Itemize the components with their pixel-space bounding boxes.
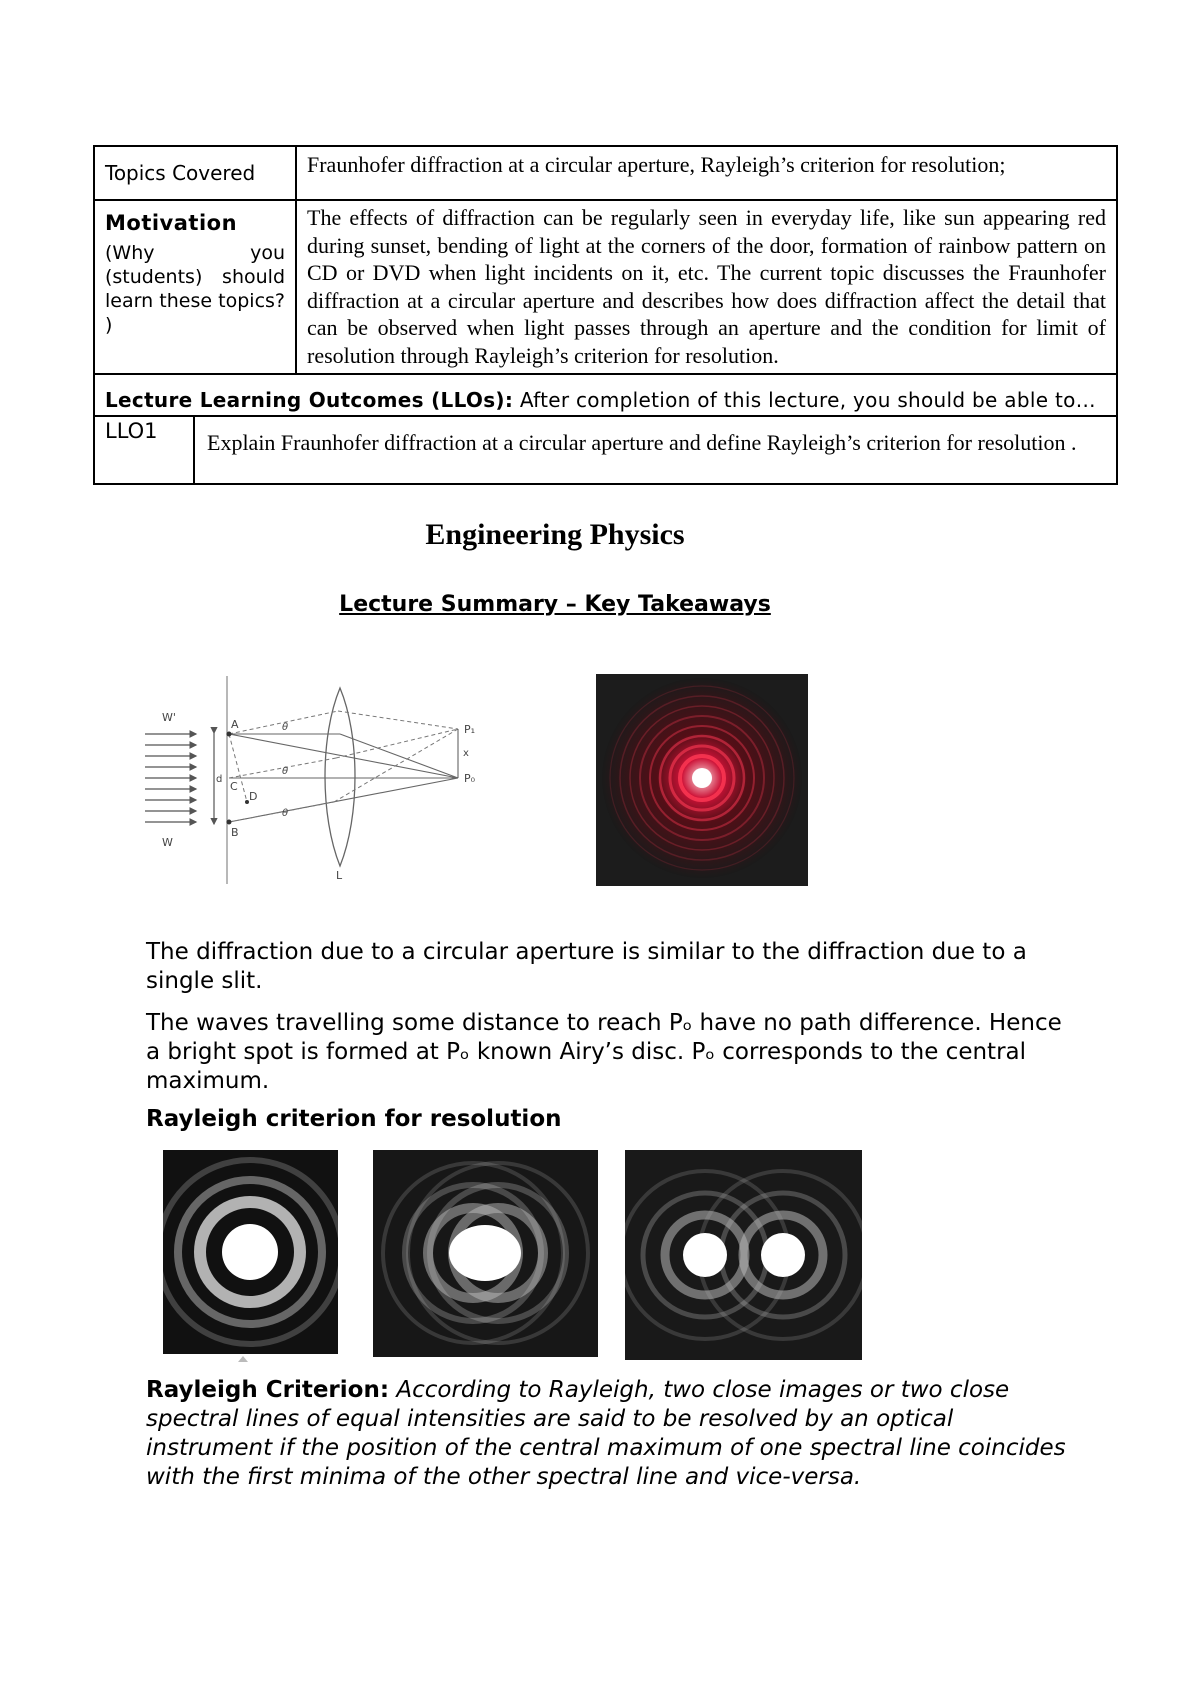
label-p0: P₀ [464,772,476,785]
llo-header-row [94,374,1117,416]
lecture-info-table [93,145,1118,485]
motivation-subtitle: (Why you (students) should learn these topics? ) [105,242,285,336]
summary-heading: Lecture Summary – Key Takeaways [339,592,771,617]
llo1-text: Explain Fraunhofer diffraction at a circular aperture and define Rayleigh’s criterion for resolution . [194,416,1117,484]
llo-header-bold: Lecture Learning Outcomes (LLOs): [105,388,514,412]
label-w-top: W' [162,711,176,724]
criterion-label: Rayleigh Criterion: [146,1377,390,1403]
incident-wave-arrows [145,734,196,822]
paragraph-airy-disc: The waves travelling some distance to reach Pₒ have no path difference. Hence a bright spot is formed at Pₒ known Airy’s disc. Pₒ corresponds to the central maximum. [146,1010,1062,1094]
criterion-text: According to Rayleigh, two close images or two close spectral lines of equal intensities are said to be resolved by an optical instrument if the position of the central maximum of one spectral line coincides with the first minima of the other spectral line and vice-versa. [146,1377,1066,1490]
llo-header-text: After completion of this lecture, you should be able to… [513,388,1096,412]
label-c: C [230,780,238,793]
point-a-dot [227,732,232,737]
label-lens: L [336,869,343,882]
point-b-dot [227,820,232,825]
label-a: A [231,718,239,731]
red-airy-disc-photo [596,674,808,886]
label-b: B [231,826,239,839]
document-title: Engineering Physics [425,518,685,551]
label-theta-2: θ [282,766,289,777]
resolved-airy-patterns [625,1150,862,1360]
small-triangle-mark [238,1356,248,1362]
rayleigh-criterion-paragraph [146,1376,1066,1492]
llo1-id: LLO1 [94,416,194,484]
unresolved-airy-patterns [373,1150,598,1357]
llo-header [94,374,1117,416]
motivation-row [94,200,1117,374]
label-theta-1: θ [282,722,289,733]
label-d: D [249,790,258,803]
label-d-width: d [216,774,223,785]
label-theta-3: θ [282,808,289,819]
llo1-row [94,416,1117,484]
convex-lens [325,688,355,866]
paragraph-circular-aperture: The diffraction due to a circular aperture is similar to the diffraction due to a single slit. [146,939,1027,994]
rayleigh-heading: Rayleigh criterion for resolution [146,1106,562,1132]
label-w-bottom: W [162,836,173,849]
inclined-rays [229,711,458,822]
label-p1: P₁ [464,723,476,736]
topics-label: Topics Covered [94,146,296,200]
single-airy-pattern [163,1150,338,1354]
motivation-text: The effects of diffraction can be regularly seen in everyday life, like sun appearing red during sunset, bending of light at the corners of the door, formation of rainbow pattern on CD or DVD when light incidents on it, etc. The current topic discusses the Fraunhofer diffraction at a circular aperture and describes how does diffraction affect the detail that can be observed when light passes through an aperture and the condition for limit of resolution through Rayleigh’s criterion for resolution. [296,200,1117,374]
motivation-title: Motivation [105,211,238,235]
topics-row [94,146,1117,200]
fraunhofer-diagram [140,676,540,884]
label-x: x [463,748,469,759]
topics-text: Fraunhofer diffraction at a circular aperture, Rayleigh’s criterion for resolution; [296,146,1117,200]
motivation-label-cell [94,200,296,374]
diffracted-rays [229,734,458,822]
